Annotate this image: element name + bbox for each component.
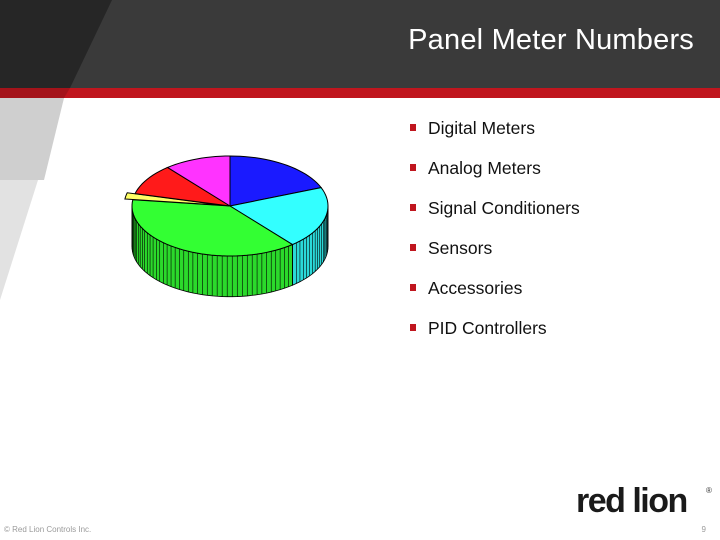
- bullet-list: [410, 117, 580, 357]
- bullet-text: Accessories: [428, 278, 523, 298]
- bullet-item: [410, 157, 580, 197]
- slide-title: Panel Meter Numbers: [408, 24, 694, 56]
- bullet-marker: [410, 324, 416, 331]
- bullet-text: Analog Meters: [428, 158, 541, 178]
- bullet-marker: [410, 164, 416, 171]
- bullet-item: [410, 117, 580, 157]
- bullet-text: Digital Meters: [428, 118, 535, 138]
- logo-text: red lion: [576, 482, 687, 520]
- bullet-text: Signal Conditioners: [428, 198, 580, 218]
- red-lion-logo: [576, 482, 712, 520]
- bullet-item: [410, 197, 580, 237]
- registered-mark: ®: [706, 486, 712, 495]
- bullet-marker: [410, 244, 416, 251]
- bullet-text: PID Controllers: [428, 318, 547, 338]
- bullet-marker: [410, 204, 416, 211]
- bullet-item: [410, 317, 580, 357]
- bullet-marker: [410, 284, 416, 291]
- bullet-text: Sensors: [428, 238, 493, 258]
- page-number: 9: [701, 525, 706, 534]
- copyright-footer: © Red Lion Controls Inc.: [4, 525, 92, 534]
- bullet-marker: [410, 124, 416, 131]
- bullet-item: [410, 277, 580, 317]
- bullet-item: [410, 237, 580, 277]
